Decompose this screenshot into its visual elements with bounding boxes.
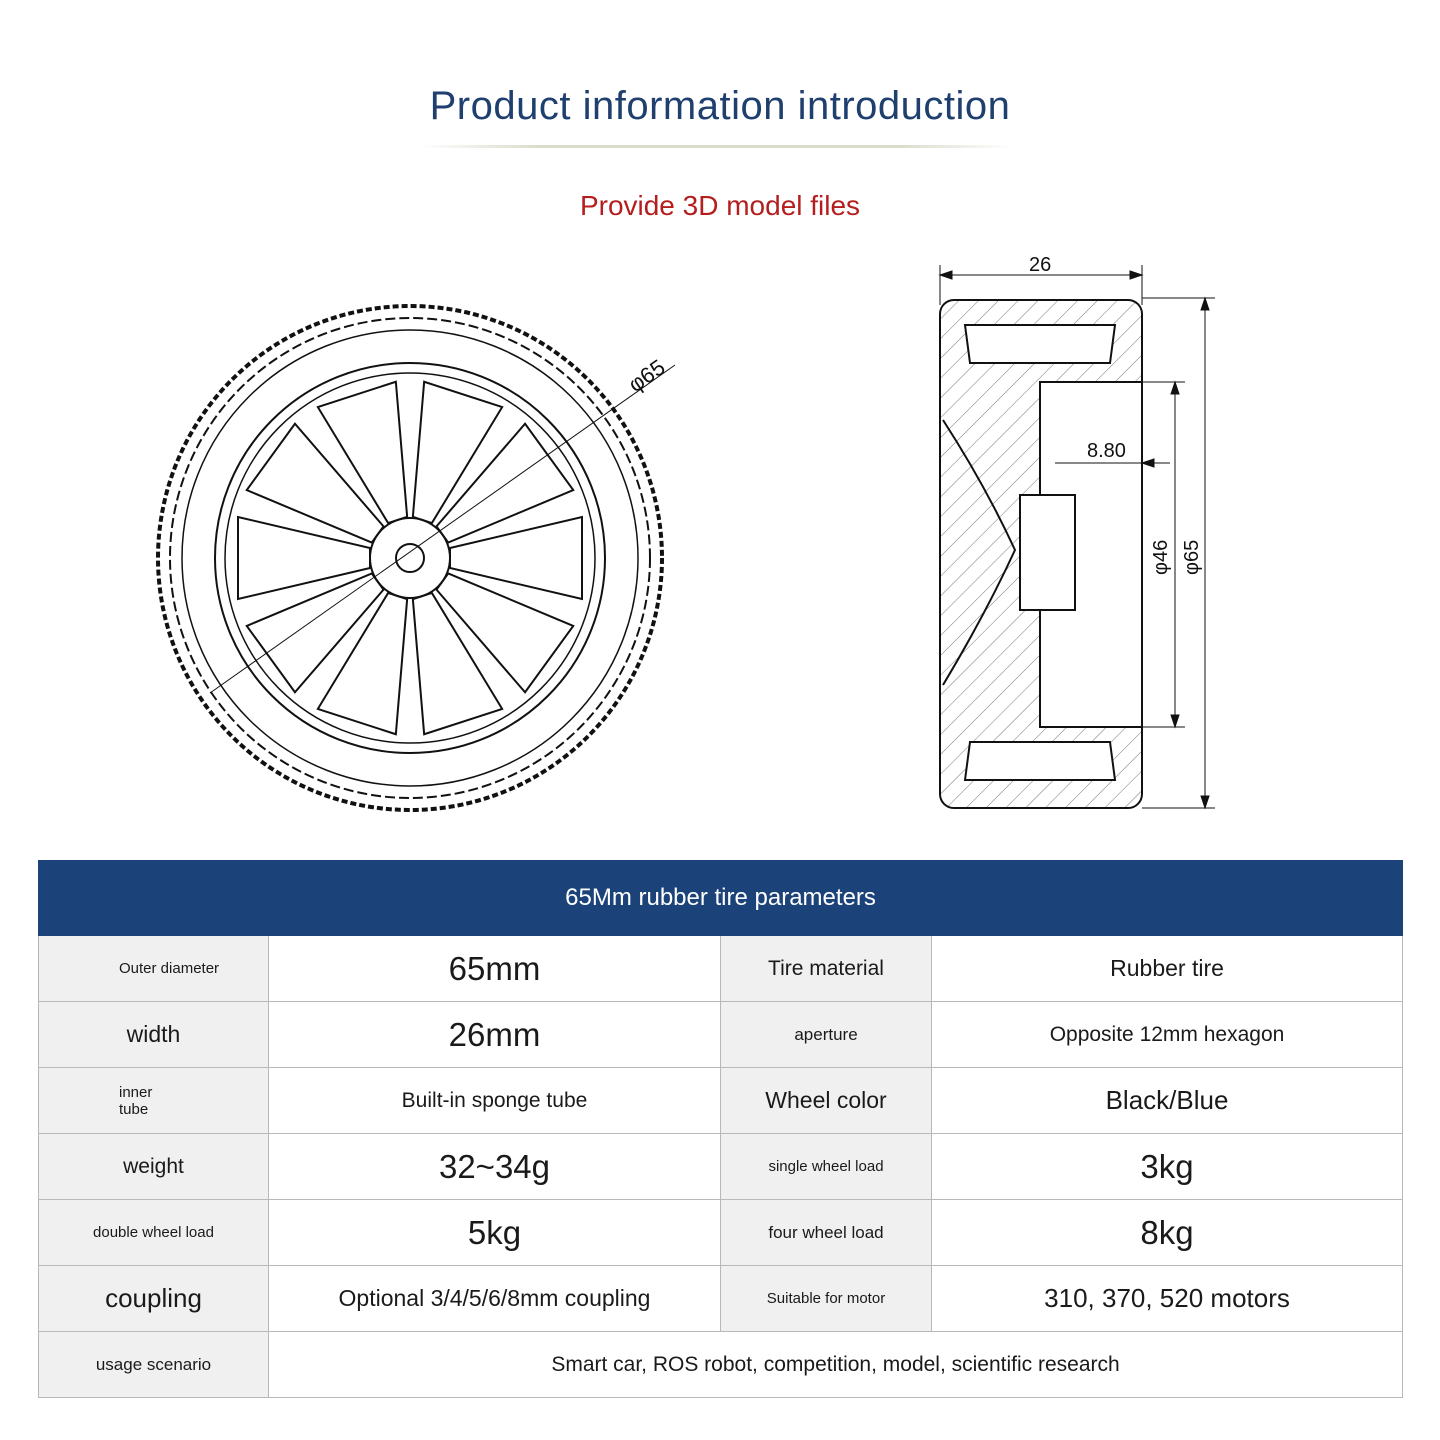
- table-row: [39, 1200, 1403, 1266]
- table-row: [39, 1002, 1403, 1068]
- rim-cavity-top: [965, 325, 1115, 363]
- table-row: [39, 1068, 1403, 1134]
- outer-diameter-label: φ65: [1181, 539, 1203, 575]
- label-weight: weight: [39, 1134, 269, 1200]
- front-diameter-label: φ65: [623, 354, 670, 398]
- label-wheel-color: Wheel color: [721, 1068, 932, 1134]
- label-usage-scenario: usage scenario: [39, 1332, 269, 1398]
- value-weight: 32~34g: [269, 1134, 721, 1200]
- table-row: [39, 936, 1403, 1002]
- label-aperture: aperture: [721, 1002, 932, 1068]
- value-wheel-color: Black/Blue: [932, 1068, 1403, 1134]
- page-subtitle: Provide 3D model files: [579, 190, 861, 221]
- table-row: [39, 1134, 1403, 1200]
- rim-outer: [215, 363, 605, 753]
- label-suitable-motor: Suitable for motor: [721, 1266, 932, 1332]
- label-tire-material: Tire material: [721, 936, 932, 1002]
- rim-spokes: [238, 382, 582, 735]
- hub-depth-label: 8.80: [1087, 440, 1126, 462]
- width-label: 26: [1029, 254, 1052, 276]
- wheel-front-view-drawing: [150, 245, 710, 825]
- label-inner-tube: inner tube: [39, 1068, 269, 1134]
- value-width: 26mm: [269, 1002, 721, 1068]
- table-header: 65Mm rubber tire parameters: [39, 861, 1403, 936]
- value-inner-tube: Built-in sponge tube: [269, 1068, 721, 1134]
- label-double-wheel-load: double wheel load: [39, 1200, 269, 1266]
- value-tire-material: Rubber tire: [932, 936, 1403, 1002]
- label-single-wheel-load: single wheel load: [721, 1134, 932, 1200]
- label-four-wheel-load: four wheel load: [721, 1200, 932, 1266]
- value-aperture: Opposite 12mm hexagon: [932, 1002, 1403, 1068]
- value-single-wheel-load: 3kg: [932, 1134, 1403, 1200]
- page-title: Product information introduction: [429, 84, 1011, 128]
- hex-bore: [1020, 495, 1075, 610]
- tire-inner-ring: [182, 330, 638, 786]
- table-row: [39, 1332, 1403, 1398]
- hub-bore: [396, 544, 424, 572]
- value-usage-scenario: Smart car, ROS robot, competition, model, scientific research: [269, 1332, 1403, 1398]
- label-width: width: [39, 1002, 269, 1068]
- inner-diameter-label: φ46: [1150, 539, 1172, 575]
- value-suitable-motor: 310, 370, 520 motors: [932, 1266, 1403, 1332]
- rim-cavity-bottom: [965, 742, 1115, 780]
- parameters-table: [38, 860, 1403, 1398]
- wheel-side-section-drawing: [915, 245, 1245, 825]
- tire-outer-ring: [158, 306, 662, 810]
- title-divider: [420, 145, 1016, 148]
- value-four-wheel-load: 8kg: [932, 1200, 1403, 1266]
- value-coupling: Optional 3/4/5/6/8mm coupling: [269, 1266, 721, 1332]
- value-outer-diameter: 65mm: [269, 936, 721, 1002]
- tire-tread-ring: [170, 318, 650, 798]
- value-double-wheel-load: 5kg: [269, 1200, 721, 1266]
- label-outer-diameter: Outer diameter: [39, 936, 269, 1002]
- label-coupling: coupling: [39, 1266, 269, 1332]
- rim-inner: [225, 373, 595, 743]
- table-row: [39, 1266, 1403, 1332]
